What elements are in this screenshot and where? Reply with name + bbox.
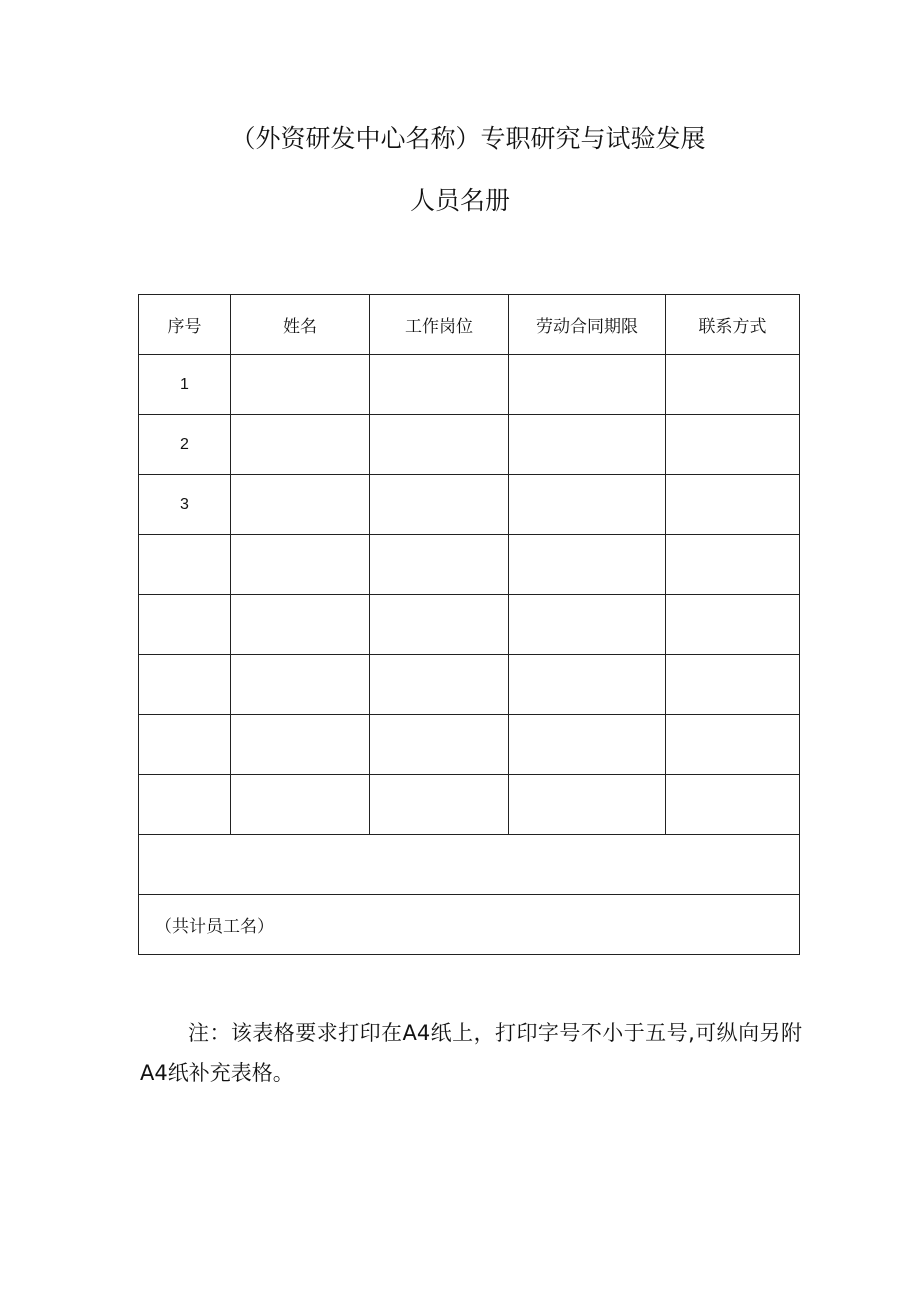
document-subtitle: 人员名册	[409, 186, 510, 215]
total-staff-cell[interactable]: （共计员工名）	[139, 895, 800, 955]
table-row	[139, 715, 800, 775]
table-cell-name[interactable]	[231, 355, 370, 415]
document-title: （外资研发中心名称）专职研究与试验发展	[230, 124, 706, 153]
table-cell-contact[interactable]	[666, 355, 800, 415]
table-cell-index[interactable]: 1	[139, 355, 231, 415]
table-cell-contact[interactable]	[666, 535, 800, 595]
table-cell-position[interactable]	[370, 655, 509, 715]
table-cell-position[interactable]	[370, 535, 509, 595]
table-cell-contract-term[interactable]	[509, 355, 666, 415]
table-cell-position[interactable]	[370, 415, 509, 475]
table-row	[139, 355, 800, 415]
header-cell-contact: 联系方式	[666, 295, 800, 355]
table-cell-index[interactable]	[139, 595, 231, 655]
table-cell-index[interactable]: 2	[139, 415, 231, 475]
table-cell-contact[interactable]	[666, 655, 800, 715]
table-cell-contract-term[interactable]	[509, 595, 666, 655]
table-cell-name[interactable]	[231, 415, 370, 475]
table-row	[139, 775, 800, 835]
table-total-row	[139, 895, 800, 955]
table-cell-name[interactable]	[231, 775, 370, 835]
table-cell-name[interactable]	[231, 715, 370, 775]
table-cell-contact[interactable]	[666, 475, 800, 535]
table-cell-name[interactable]	[231, 535, 370, 595]
table-cell-index[interactable]	[139, 535, 231, 595]
header-cell-name: 姓名	[231, 295, 370, 355]
table-header-row	[139, 295, 800, 355]
table-cell-name[interactable]	[231, 655, 370, 715]
table-cell-position[interactable]	[370, 355, 509, 415]
table-cell-index[interactable]	[139, 655, 231, 715]
table-cell-index[interactable]	[139, 775, 231, 835]
table-row	[139, 415, 800, 475]
table-row	[139, 475, 800, 535]
table-cell-position[interactable]	[370, 775, 509, 835]
print-note: 注：该表格要求打印在A4纸上，打印字号不小于五号,可纵向另附A4纸补充表格。	[140, 1021, 802, 1085]
table-blank-row	[139, 835, 800, 895]
table-cell-contact[interactable]	[666, 415, 800, 475]
table-row	[139, 535, 800, 595]
table-cell-contact[interactable]	[666, 775, 800, 835]
table-blank-cell[interactable]	[139, 835, 800, 895]
header-cell-position: 工作岗位	[370, 295, 509, 355]
table-cell-position[interactable]	[370, 475, 509, 535]
table-cell-name[interactable]	[231, 595, 370, 655]
table-cell-contact[interactable]	[666, 595, 800, 655]
table-cell-name[interactable]	[231, 475, 370, 535]
table-cell-contract-term[interactable]	[509, 775, 666, 835]
table-cell-index[interactable]: 3	[139, 475, 231, 535]
header-cell-index: 序号	[139, 295, 231, 355]
header-cell-contract-term: 劳动合同期限	[509, 295, 666, 355]
table-cell-index[interactable]	[139, 715, 231, 775]
table-cell-contract-term[interactable]	[509, 415, 666, 475]
table-cell-contact[interactable]	[666, 715, 800, 775]
table-cell-contract-term[interactable]	[509, 715, 666, 775]
table-row	[139, 655, 800, 715]
table-row	[139, 595, 800, 655]
table-cell-position[interactable]	[370, 715, 509, 775]
table-cell-contract-term[interactable]	[509, 655, 666, 715]
table-cell-contract-term[interactable]	[509, 535, 666, 595]
staff-roster-table	[138, 294, 800, 955]
table-cell-position[interactable]	[370, 595, 509, 655]
table-cell-contract-term[interactable]	[509, 475, 666, 535]
